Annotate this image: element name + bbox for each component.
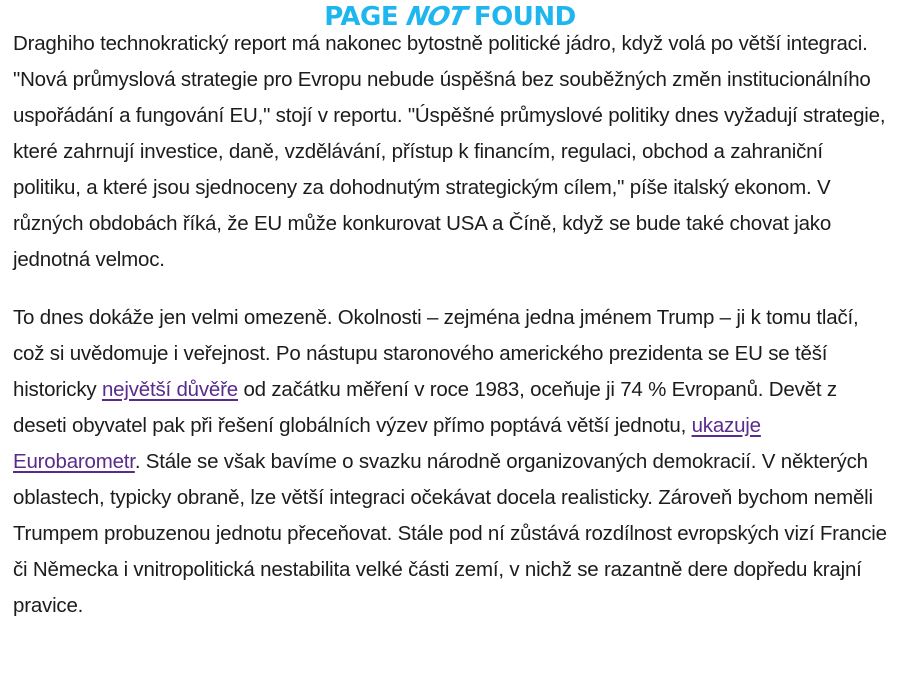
article-body [13, 26, 893, 624]
paragraph-2-text-2: od začátku měření v roce 1983, oceňuje ji 74 % Evropanů. Devět z deseti obyvatel pak při řešení globálních výzev přímo poptává větší jednotu, [13, 378, 837, 437]
article-paragraph-1: Draghiho technokratický report má nakonec bytostně politické jádro, když volá po větší integraci. "Nová průmyslová strategie pro Evropu nebude úspěšná bez souběžných změn institucionálního uspořádání a fungování EU," stojí v reportu. "Úspěšné průmyslové politiky dnes vyžadují strategie, které zahrnují investice, daně, vzdělávání, přístup k financím, regulaci, obchod a zahraniční politiku, a které jsou sjednoceny za dohodnutým strategickým cílem," píše italský ekonom. V různých obdobách říká, že EU může konkurovat USA a Číně, když se bude také chovat jako jednotná velmoc. [13, 32, 886, 271]
paragraph-2-text-3: . Stále se však bavíme o svazku národně organizovaných demokracií. V některých oblastech, typicky obraně, lze větší integraci očekávat docela realisticky. Zároveň bychom neměli Trumpem probuzenou jednotu přeceňovat. Stále pod ní zůstává rozdílnost evropských vizí Francie či Německa i vnitropolitická nestabilita velké části zemí, v nichž se razantně dere dopředu krajní pravice. [13, 450, 887, 617]
paragraph-2-text-1: To dnes dokáže jen velmi omezeně. Okolnosti – zejména jedna jménem Trump – ji k tomu tlačí, což si uvědomuje i veřejnost. Po nástupu staronového amerického prezidenta se EU se těší historicky [13, 306, 859, 401]
link-nejvetsi-duvere[interactable]: největší důvěře [101, 378, 238, 401]
logo-word-page: PAGE [324, 2, 399, 32]
logo-word-found: FOUND [473, 2, 576, 32]
article-paragraph-2 [13, 300, 893, 624]
link-eurobarometr[interactable]: ukazuje Eurobarometr [13, 414, 761, 473]
logo-word-not: NOT [403, 2, 469, 32]
